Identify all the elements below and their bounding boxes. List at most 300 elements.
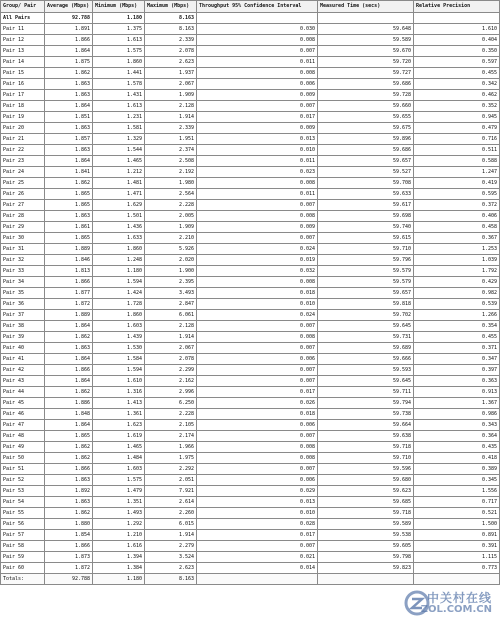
value-cell: 1.841 bbox=[45, 167, 93, 178]
value-cell: 1.231 bbox=[93, 112, 145, 123]
table-row bbox=[1, 475, 500, 486]
value-cell: 1.367 bbox=[414, 398, 500, 409]
value-cell bbox=[318, 574, 414, 585]
value-cell: 59.710 bbox=[318, 244, 414, 255]
value-cell: 1.575 bbox=[93, 46, 145, 57]
value-cell: 59.680 bbox=[318, 475, 414, 486]
value-cell: 59.794 bbox=[318, 398, 414, 409]
value-cell: 59.615 bbox=[318, 233, 414, 244]
value-cell: 1.966 bbox=[145, 442, 197, 453]
value-cell: 59.660 bbox=[318, 101, 414, 112]
row-label-cell: Pair 55 bbox=[1, 508, 45, 519]
value-cell: 92.788 bbox=[45, 13, 93, 24]
value-cell: 0.021 bbox=[197, 552, 318, 563]
value-cell: 3.524 bbox=[145, 552, 197, 563]
value-cell: 0.404 bbox=[414, 35, 500, 46]
value-cell: 1.248 bbox=[93, 255, 145, 266]
value-cell: 0.982 bbox=[414, 288, 500, 299]
value-cell: 0.717 bbox=[414, 497, 500, 508]
value-cell: 1.479 bbox=[93, 486, 145, 497]
row-label-cell: Pair 25 bbox=[1, 178, 45, 189]
value-cell: 1.872 bbox=[45, 563, 93, 574]
value-cell: 1.864 bbox=[45, 46, 93, 57]
value-cell: 2.162 bbox=[145, 376, 197, 387]
value-cell: 1.210 bbox=[93, 530, 145, 541]
table-row bbox=[1, 189, 500, 200]
value-cell: 1.862 bbox=[45, 332, 93, 343]
col-header-confidence-interval: Throughput 95% Confidence Interval bbox=[197, 1, 318, 13]
value-cell: 1.877 bbox=[45, 288, 93, 299]
table-row bbox=[1, 145, 500, 156]
table-row bbox=[1, 497, 500, 508]
value-cell: 59.593 bbox=[318, 365, 414, 376]
value-cell bbox=[197, 13, 318, 24]
value-cell: 1.864 bbox=[45, 321, 93, 332]
value-cell: 0.986 bbox=[414, 409, 500, 420]
value-cell: 0.013 bbox=[197, 134, 318, 145]
row-label-cell: Pair 34 bbox=[1, 277, 45, 288]
value-cell: 1.633 bbox=[93, 233, 145, 244]
value-cell: 0.539 bbox=[414, 299, 500, 310]
value-cell: 1.864 bbox=[45, 354, 93, 365]
value-cell: 0.024 bbox=[197, 310, 318, 321]
value-cell: 0.017 bbox=[197, 530, 318, 541]
value-cell: 1.441 bbox=[93, 68, 145, 79]
value-cell: 1.329 bbox=[93, 134, 145, 145]
zol-logo-icon bbox=[404, 590, 430, 616]
value-cell: 0.716 bbox=[414, 134, 500, 145]
row-label-cell: Pair 60 bbox=[1, 563, 45, 574]
value-cell: 1.864 bbox=[45, 420, 93, 431]
value-cell: 1.544 bbox=[93, 145, 145, 156]
value-cell: 1.039 bbox=[414, 255, 500, 266]
value-cell: 1.613 bbox=[93, 35, 145, 46]
value-cell: 0.372 bbox=[414, 200, 500, 211]
value-cell: 1.866 bbox=[45, 365, 93, 376]
value-cell: 1.865 bbox=[45, 431, 93, 442]
value-cell: 1.613 bbox=[93, 101, 145, 112]
value-cell: 2.260 bbox=[145, 508, 197, 519]
value-cell: 1.292 bbox=[93, 519, 145, 530]
value-cell: 59.648 bbox=[318, 24, 414, 35]
value-cell: 1.792 bbox=[414, 266, 500, 277]
value-cell: 1.728 bbox=[93, 299, 145, 310]
value-cell: 8.163 bbox=[145, 24, 197, 35]
table-row bbox=[1, 57, 500, 68]
value-cell: 0.018 bbox=[197, 288, 318, 299]
value-cell: 0.945 bbox=[414, 112, 500, 123]
value-cell: 0.026 bbox=[197, 398, 318, 409]
value-cell: 1.575 bbox=[93, 475, 145, 486]
table-row bbox=[1, 233, 500, 244]
row-label-cell: Pair 43 bbox=[1, 376, 45, 387]
value-cell: 59.702 bbox=[318, 310, 414, 321]
value-cell: 0.595 bbox=[414, 189, 500, 200]
row-label-cell: Pair 49 bbox=[1, 442, 45, 453]
value-cell: 1.424 bbox=[93, 288, 145, 299]
value-cell: 0.007 bbox=[197, 431, 318, 442]
value-cell: 59.605 bbox=[318, 541, 414, 552]
table-header-row bbox=[1, 1, 500, 13]
value-cell: 0.014 bbox=[197, 563, 318, 574]
value-cell: 0.435 bbox=[414, 442, 500, 453]
table-row bbox=[1, 134, 500, 145]
value-cell: 1.862 bbox=[45, 387, 93, 398]
table-row bbox=[1, 24, 500, 35]
value-cell: 59.728 bbox=[318, 90, 414, 101]
value-cell: 1.578 bbox=[93, 79, 145, 90]
value-cell: 1.865 bbox=[45, 189, 93, 200]
row-label-cell: Pair 42 bbox=[1, 365, 45, 376]
table-row bbox=[1, 222, 500, 233]
table-row bbox=[1, 486, 500, 497]
table-row bbox=[1, 343, 500, 354]
value-cell: 59.623 bbox=[318, 486, 414, 497]
value-cell: 0.891 bbox=[414, 530, 500, 541]
value-cell: 1.889 bbox=[45, 244, 93, 255]
value-cell: 1.603 bbox=[93, 464, 145, 475]
value-cell: 1.623 bbox=[93, 420, 145, 431]
value-cell: 1.394 bbox=[93, 552, 145, 563]
row-label-cell: Pair 20 bbox=[1, 123, 45, 134]
value-cell: 0.030 bbox=[197, 24, 318, 35]
value-cell: 2.192 bbox=[145, 167, 197, 178]
row-label-cell: Pair 29 bbox=[1, 222, 45, 233]
value-cell: 1.864 bbox=[45, 376, 93, 387]
value-cell: 1.866 bbox=[45, 35, 93, 46]
value-cell: 1.493 bbox=[93, 508, 145, 519]
value-cell: 0.343 bbox=[414, 420, 500, 431]
value-cell: 0.597 bbox=[414, 57, 500, 68]
all-pairs-row bbox=[1, 13, 500, 24]
value-cell: 59.686 bbox=[318, 145, 414, 156]
value-cell: 0.007 bbox=[197, 200, 318, 211]
value-cell: 1.212 bbox=[93, 167, 145, 178]
value-cell: 0.455 bbox=[414, 68, 500, 79]
value-cell: 1.484 bbox=[93, 453, 145, 464]
row-label-cell: Pair 32 bbox=[1, 255, 45, 266]
value-cell: 0.007 bbox=[197, 321, 318, 332]
row-label-cell: Pair 47 bbox=[1, 420, 45, 431]
value-cell: 1.180 bbox=[93, 13, 145, 24]
row-label-cell: Pair 23 bbox=[1, 156, 45, 167]
value-cell: 2.623 bbox=[145, 563, 197, 574]
col-header-relative-precision: Relative Precision bbox=[414, 1, 500, 13]
row-label-cell: Pair 18 bbox=[1, 101, 45, 112]
value-cell: 0.007 bbox=[197, 343, 318, 354]
value-cell: 1.439 bbox=[93, 332, 145, 343]
value-cell: 0.019 bbox=[197, 255, 318, 266]
value-cell: 1.914 bbox=[145, 112, 197, 123]
value-cell: 1.471 bbox=[93, 189, 145, 200]
value-cell: 0.773 bbox=[414, 563, 500, 574]
value-cell: 1.465 bbox=[93, 156, 145, 167]
col-header-maximum: Maximum (Mbps) bbox=[145, 1, 197, 13]
value-cell: 1.247 bbox=[414, 167, 500, 178]
value-cell: 59.589 bbox=[318, 35, 414, 46]
table-row bbox=[1, 266, 500, 277]
value-cell: 1.413 bbox=[93, 398, 145, 409]
value-cell: 1.384 bbox=[93, 563, 145, 574]
value-cell: 0.007 bbox=[197, 376, 318, 387]
value-cell: 0.008 bbox=[197, 178, 318, 189]
value-cell: 59.686 bbox=[318, 79, 414, 90]
value-cell: 1.862 bbox=[45, 453, 93, 464]
value-cell: 0.588 bbox=[414, 156, 500, 167]
table-row bbox=[1, 365, 500, 376]
value-cell: 1.862 bbox=[45, 442, 93, 453]
watermark-chinese-text: 中关村在线 bbox=[426, 591, 492, 605]
value-cell: 59.796 bbox=[318, 255, 414, 266]
value-cell: 59.655 bbox=[318, 112, 414, 123]
row-label-cell: Pair 37 bbox=[1, 310, 45, 321]
value-cell: 0.006 bbox=[197, 354, 318, 365]
value-cell: 1.863 bbox=[45, 343, 93, 354]
value-cell: 2.292 bbox=[145, 464, 197, 475]
value-cell: 1.880 bbox=[45, 519, 93, 530]
value-cell: 0.007 bbox=[197, 101, 318, 112]
value-cell: 1.863 bbox=[45, 211, 93, 222]
table-row bbox=[1, 552, 500, 563]
value-cell: 59.633 bbox=[318, 189, 414, 200]
value-cell bbox=[414, 13, 500, 24]
value-cell: 0.418 bbox=[414, 453, 500, 464]
value-cell: 59.798 bbox=[318, 552, 414, 563]
value-cell: 1.892 bbox=[45, 486, 93, 497]
value-cell: 2.279 bbox=[145, 541, 197, 552]
row-label-cell: Pair 13 bbox=[1, 46, 45, 57]
row-label-cell: Pair 22 bbox=[1, 145, 45, 156]
row-label-cell: Totals: bbox=[1, 574, 45, 585]
value-cell: 0.010 bbox=[197, 508, 318, 519]
value-cell: 0.363 bbox=[414, 376, 500, 387]
value-cell: 1.891 bbox=[45, 24, 93, 35]
value-cell: 1.465 bbox=[93, 442, 145, 453]
value-cell: 1.863 bbox=[45, 90, 93, 101]
value-cell: 59.685 bbox=[318, 497, 414, 508]
value-cell: 1.253 bbox=[414, 244, 500, 255]
row-label-cell: Pair 59 bbox=[1, 552, 45, 563]
value-cell: 0.458 bbox=[414, 222, 500, 233]
value-cell: 59.711 bbox=[318, 387, 414, 398]
row-label-cell: Pair 36 bbox=[1, 299, 45, 310]
value-cell: 0.009 bbox=[197, 90, 318, 101]
table-row bbox=[1, 508, 500, 519]
value-cell: 59.664 bbox=[318, 420, 414, 431]
value-cell: 2.128 bbox=[145, 321, 197, 332]
value-cell: 1.862 bbox=[45, 508, 93, 519]
value-cell: 2.174 bbox=[145, 431, 197, 442]
table-row bbox=[1, 453, 500, 464]
row-label-cell: Pair 44 bbox=[1, 387, 45, 398]
value-cell: 0.028 bbox=[197, 519, 318, 530]
table-row bbox=[1, 310, 500, 321]
value-cell: 0.406 bbox=[414, 211, 500, 222]
table-row bbox=[1, 46, 500, 57]
value-cell: 59.675 bbox=[318, 123, 414, 134]
col-header-measured-time: Measured Time (secs) bbox=[318, 1, 414, 13]
value-cell: 1.863 bbox=[45, 123, 93, 134]
row-label-cell: Pair 30 bbox=[1, 233, 45, 244]
value-cell: 1.629 bbox=[93, 200, 145, 211]
value-cell: 0.008 bbox=[197, 211, 318, 222]
row-label-cell: Pair 54 bbox=[1, 497, 45, 508]
value-cell: 0.017 bbox=[197, 387, 318, 398]
table-row bbox=[1, 321, 500, 332]
value-cell: 2.005 bbox=[145, 211, 197, 222]
row-label-cell: Pair 19 bbox=[1, 112, 45, 123]
value-cell: 0.350 bbox=[414, 46, 500, 57]
table-row bbox=[1, 112, 500, 123]
value-cell: 0.455 bbox=[414, 332, 500, 343]
value-cell: 0.011 bbox=[197, 57, 318, 68]
value-cell: 0.008 bbox=[197, 68, 318, 79]
row-label-cell: Pair 53 bbox=[1, 486, 45, 497]
value-cell: 0.419 bbox=[414, 178, 500, 189]
table-row bbox=[1, 244, 500, 255]
row-label-cell: Pair 46 bbox=[1, 409, 45, 420]
value-cell: 59.527 bbox=[318, 167, 414, 178]
value-cell: 0.008 bbox=[197, 442, 318, 453]
value-cell: 1.937 bbox=[145, 68, 197, 79]
value-cell: 0.013 bbox=[197, 497, 318, 508]
value-cell: 8.163 bbox=[145, 13, 197, 24]
table-row bbox=[1, 211, 500, 222]
row-label-cell: Pair 58 bbox=[1, 541, 45, 552]
value-cell: 0.006 bbox=[197, 79, 318, 90]
value-cell: 1.862 bbox=[45, 68, 93, 79]
value-cell: 1.584 bbox=[93, 354, 145, 365]
table-row bbox=[1, 167, 500, 178]
totals-row bbox=[1, 574, 500, 585]
value-cell: 1.603 bbox=[93, 321, 145, 332]
table-row bbox=[1, 123, 500, 134]
value-cell: 1.860 bbox=[93, 310, 145, 321]
value-cell: 1.863 bbox=[45, 79, 93, 90]
value-cell: 0.367 bbox=[414, 233, 500, 244]
row-label-cell: All Pairs bbox=[1, 13, 45, 24]
value-cell: 59.710 bbox=[318, 453, 414, 464]
col-header-minimum: Minimum (Mbps) bbox=[93, 1, 145, 13]
value-cell: 59.689 bbox=[318, 343, 414, 354]
value-cell: 0.354 bbox=[414, 321, 500, 332]
row-label-cell: Pair 39 bbox=[1, 332, 45, 343]
value-cell: 0.462 bbox=[414, 90, 500, 101]
value-cell: 1.872 bbox=[45, 299, 93, 310]
table-row bbox=[1, 376, 500, 387]
value-cell: 1.863 bbox=[45, 475, 93, 486]
value-cell: 1.431 bbox=[93, 90, 145, 101]
value-cell: 0.032 bbox=[197, 266, 318, 277]
value-cell: 1.556 bbox=[414, 486, 500, 497]
table-row bbox=[1, 464, 500, 475]
table-row bbox=[1, 519, 500, 530]
value-cell: 1.813 bbox=[45, 266, 93, 277]
value-cell: 0.010 bbox=[197, 145, 318, 156]
row-label-cell: Pair 21 bbox=[1, 134, 45, 145]
value-cell: 0.364 bbox=[414, 431, 500, 442]
value-cell: 1.864 bbox=[45, 156, 93, 167]
value-cell: 6.250 bbox=[145, 398, 197, 409]
value-cell: 59.617 bbox=[318, 200, 414, 211]
value-cell: 59.818 bbox=[318, 299, 414, 310]
row-label-cell: Pair 15 bbox=[1, 68, 45, 79]
value-cell: 0.007 bbox=[197, 365, 318, 376]
value-cell: 2.564 bbox=[145, 189, 197, 200]
value-cell: 1.848 bbox=[45, 409, 93, 420]
table-row bbox=[1, 288, 500, 299]
value-cell: 1.851 bbox=[45, 112, 93, 123]
value-cell: 1.862 bbox=[45, 178, 93, 189]
value-cell: 59.645 bbox=[318, 376, 414, 387]
value-cell: 1.266 bbox=[414, 310, 500, 321]
value-cell: 1.351 bbox=[93, 497, 145, 508]
value-cell: 0.511 bbox=[414, 145, 500, 156]
value-cell: 8.163 bbox=[145, 574, 197, 585]
zol-watermark bbox=[404, 587, 496, 619]
value-cell: 2.614 bbox=[145, 497, 197, 508]
value-cell: 2.395 bbox=[145, 277, 197, 288]
value-cell: 59.670 bbox=[318, 46, 414, 57]
row-label-cell: Pair 56 bbox=[1, 519, 45, 530]
value-cell: 5.926 bbox=[145, 244, 197, 255]
row-label-cell: Pair 33 bbox=[1, 266, 45, 277]
value-cell: 1.861 bbox=[45, 222, 93, 233]
value-cell: 2.339 bbox=[145, 35, 197, 46]
value-cell: 0.391 bbox=[414, 541, 500, 552]
row-label-cell: Pair 45 bbox=[1, 398, 45, 409]
table-row bbox=[1, 101, 500, 112]
value-cell: 1.951 bbox=[145, 134, 197, 145]
value-cell: 1.115 bbox=[414, 552, 500, 563]
row-label-cell: Pair 11 bbox=[1, 24, 45, 35]
value-cell: 1.866 bbox=[45, 541, 93, 552]
value-cell: 0.018 bbox=[197, 409, 318, 420]
value-cell: 59.657 bbox=[318, 288, 414, 299]
value-cell: 0.389 bbox=[414, 464, 500, 475]
value-cell: 1.857 bbox=[45, 134, 93, 145]
value-cell: 0.009 bbox=[197, 123, 318, 134]
value-cell: 59.823 bbox=[318, 563, 414, 574]
value-cell: 0.011 bbox=[197, 189, 318, 200]
value-cell: 2.374 bbox=[145, 145, 197, 156]
value-cell: 1.860 bbox=[93, 57, 145, 68]
value-cell: 59.740 bbox=[318, 222, 414, 233]
table-row bbox=[1, 178, 500, 189]
table-row bbox=[1, 398, 500, 409]
value-cell: 1.530 bbox=[93, 343, 145, 354]
row-label-cell: Pair 51 bbox=[1, 464, 45, 475]
row-label-cell: Pair 35 bbox=[1, 288, 45, 299]
value-cell: 2.228 bbox=[145, 200, 197, 211]
table-row bbox=[1, 420, 500, 431]
value-cell: 0.008 bbox=[197, 277, 318, 288]
row-label-cell: Pair 12 bbox=[1, 35, 45, 46]
value-cell: 1.594 bbox=[93, 277, 145, 288]
value-cell: 1.361 bbox=[93, 409, 145, 420]
value-cell: 1.914 bbox=[145, 530, 197, 541]
table-row bbox=[1, 442, 500, 453]
value-cell: 7.921 bbox=[145, 486, 197, 497]
row-label-cell: Pair 48 bbox=[1, 431, 45, 442]
value-cell: 0.008 bbox=[197, 332, 318, 343]
value-cell: 59.579 bbox=[318, 277, 414, 288]
value-cell: 2.067 bbox=[145, 79, 197, 90]
value-cell: 1.866 bbox=[45, 277, 93, 288]
value-cell: 59.589 bbox=[318, 519, 414, 530]
value-cell: 0.006 bbox=[197, 475, 318, 486]
value-cell: 2.105 bbox=[145, 420, 197, 431]
